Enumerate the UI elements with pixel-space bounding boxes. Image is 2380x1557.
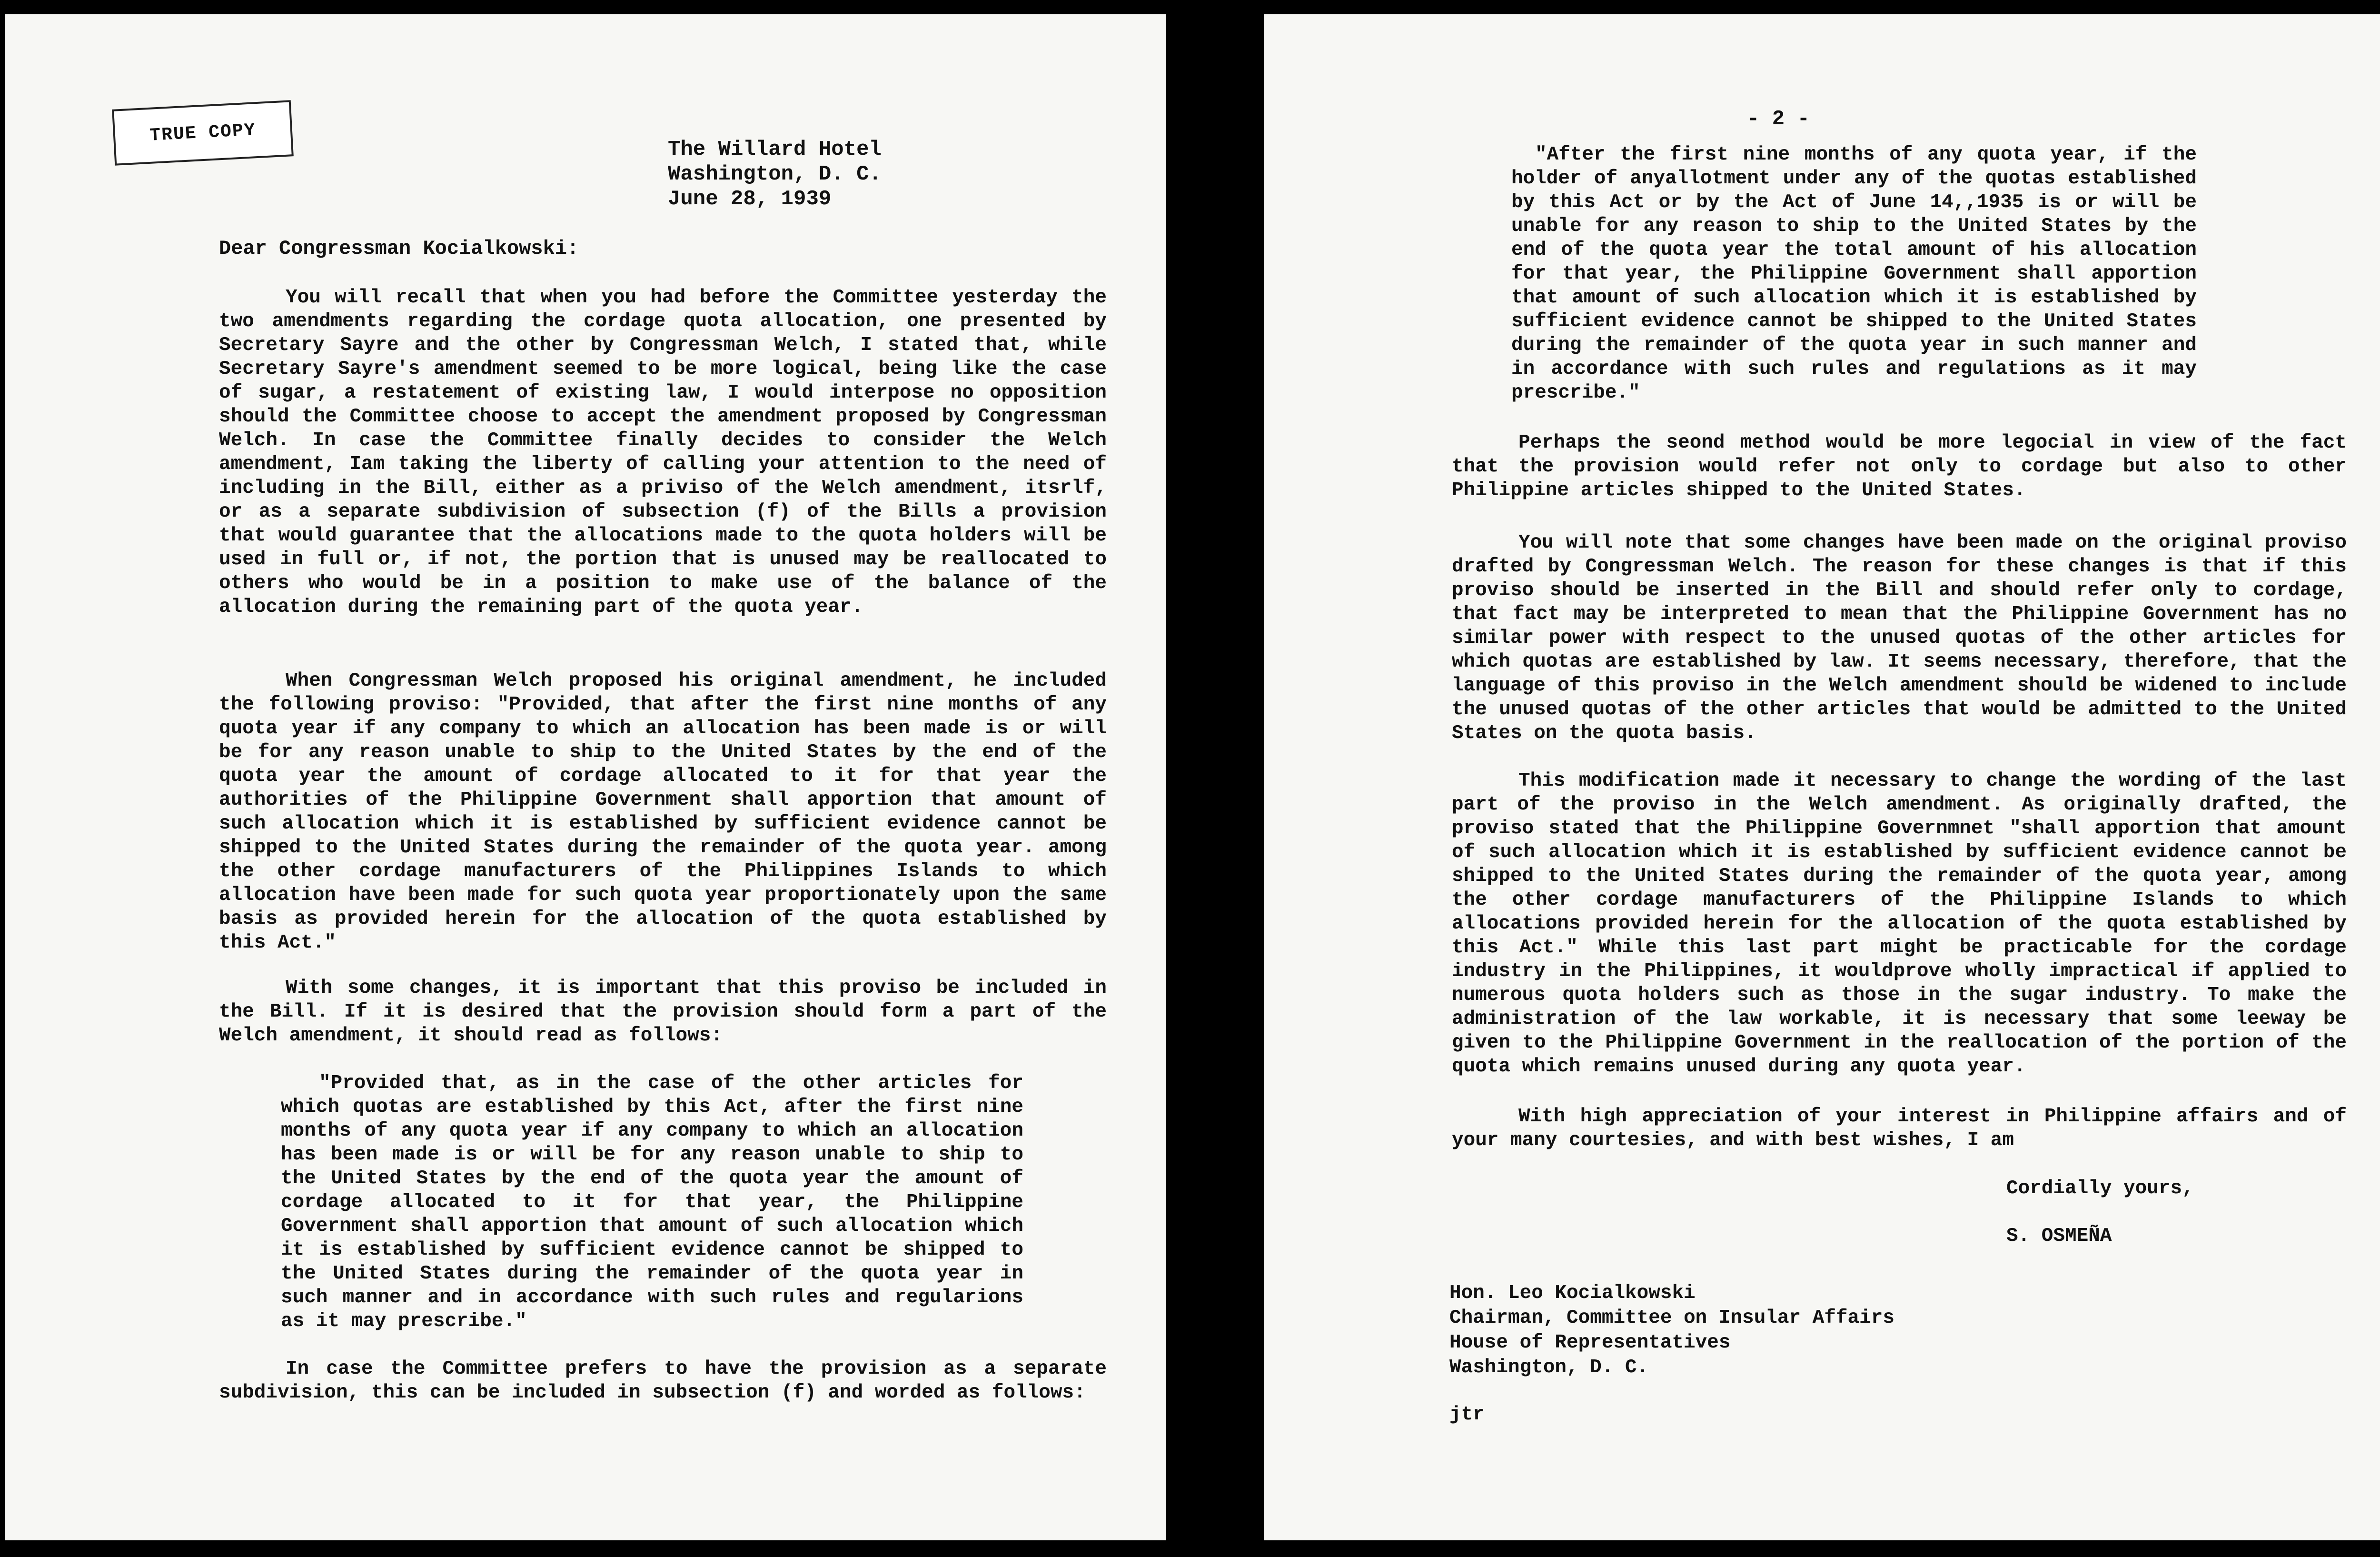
closing: Cordially yours, [2006,1178,2194,1199]
salutation: Dear Congressman Kocialkowski: [219,237,579,260]
body-paragraph-2: When Congressman Welch proposed his original amendment, he included the following proviso: "Provided, that after the first nine months of any quota year if any company to which an allocation has been made is or will be for any reason unable to ship to the United States by the end of the quota year the amount of cordage allocated to it for that year the authorities of the Philippine Government shall apportion that amount of such allocation which it is established by sufficient evidence cannot be shipped to the United States during the remainder of the quota year. among the other cordage manufacturers of the Philippines Islands to which allocation have been made for such quota year proportionately upon the same basis as provided herein for the allocation of the quota established by this Act." [219,670,1107,954]
true-copy-stamp: TRUE COPY [112,100,294,166]
addressee-title: Chairman, Committee on Insular Affairs [1449,1307,1894,1329]
addressee-block [1449,1281,1894,1380]
body-paragraph-6: You will note that some changes have been made on the original proviso drafted by Congressman Welch. The reason for these changes is that if this proviso should be inserted in the Bill and should refer only to cordage, that fact may be interpreted to mean that the Philippine Government has no similar power with respect to the unused quotas of the other articles for which quotas are established by law. It seems necessary, therefore, that the language of this proviso in the Welch amendment should be widened to include the unused quotas of the other articles that would be admitted to the United States on the quota basis. [1452,532,2347,744]
letterhead [668,137,882,211]
body-paragraph-8: With high appreciation of your interest in Philippine affairs and of your many courtesies, and with best wishes, I am [1452,1106,2347,1151]
letter-page-1 [5,14,1166,1540]
typist-initials: jtr [1449,1404,1485,1426]
letterhead-city: Washington, D. C. [668,162,882,186]
body-paragraph-3: With some changes, it is important that this proviso be included in the Bill. If it is desired that the provision should form a part of the Welch amendment, it should read as follows: [219,977,1107,1047]
quoted-proviso-2: "After the first nine months of any quota year, if the holder of anyallotment under any of the quotas established by this Act or by the Act of June 14,,1935 is or will be unable for any reason to ship to the United States by the end of the quota year the total amount of his allocation for that year, the Philippine Government shall apportion that amount of such allocation which it is established by sufficient evidence cannot be shipped to the United States during the remainder of the quota year in such manner and in accordance with such rules and regulations as it may prescribe." [1511,144,2197,404]
body-paragraph-4: In case the Committee prefers to have the provision as a separate subdivision, this can be included in subsection (f) and worded as follows: [219,1358,1107,1404]
addressee-city: Washington, D. C. [1449,1357,1649,1378]
addressee-body: House of Representatives [1449,1332,1731,1354]
body-paragraph-1: You will recall that when you had before the Committee yesterday the two amendments regarding the cordage quota allocation, one presented by Secretary Sayre and the other by Congressman Welch, I stated that, while Secretary Sayre's amendment seemed to be more logical, being like the case of sugar, a restatement of existing law, I would interpose no opposition should the Committee choose to accept the amendment proposed by Congressman Welch. In case the Committee finally decides to consider the Welch amendment, Iam taking the liberty of calling your attention to the need of including in the Bill, either as a priviso of the Welch amendment, itsrlf, or as a separate subdivision of subsection (f) of the Bills a provision that would guarantee that the allocations made to the quota holders will be used in full or, if not, the portion that is unused may be reallocated to others who would be in a position to make use of the balance of the allocation during the remaining part of the quota year. [219,287,1107,618]
letter-date: June 28, 1939 [668,187,832,211]
letterhead-hotel: The Willard Hotel [668,138,882,161]
signature: S. OSMEÑA [2006,1225,2112,1247]
quoted-proviso-1: "Provided that, as in the case of the other articles for which quotas are established by this Act, after the first nine months of any quota year if any company to which an allocation has been made is or will be for any reason unable to ship to the United States by the end of the quota year the amount of cordage allocated to it for that year, the Philippine Government shall apportion that amount of such allocation which it is established by sufficient evidence cannot be shipped to the United States during the remainder of the quota year in such manner and in accordance with such rules and regularions as it may prescribe." [281,1072,1023,1332]
page-number: - 2 - [1747,107,1810,131]
body-paragraph-7: This modification made it necessary to change the wording of the last part of the proviso in the Welch amendment. As originally drafted, the proviso stated that the Philippine Governmnet "shall apportion that amount of such allocation which it is established by sufficient evidence cannot be shipped to the United States during the remainder of the quota year, among the other cordage manufacturers of the Philippine Islands to which allocations provided herein for the allocation of the quota established by this Act." While this last part might be practicable for the cordage industry in the Philippines, it wouldprove wholly impractical if applied to numerous quota holders such as those in the sugar industry. To make the administration of the law workable, it is necessary that some leeway be given to the Philippine Government in the reallocation of the portion of the quota which remains unused during any quota year. [1452,770,2347,1078]
letter-page-2 [1264,14,2380,1540]
addressee-name: Hon. Leo Kocialkowski [1449,1282,1696,1304]
body-paragraph-5: Perhaps the seond method would be more legocial in view of the fact that the provision would refer not only to cordage but also to other Philippine articles shipped to the United States. [1452,432,2347,501]
